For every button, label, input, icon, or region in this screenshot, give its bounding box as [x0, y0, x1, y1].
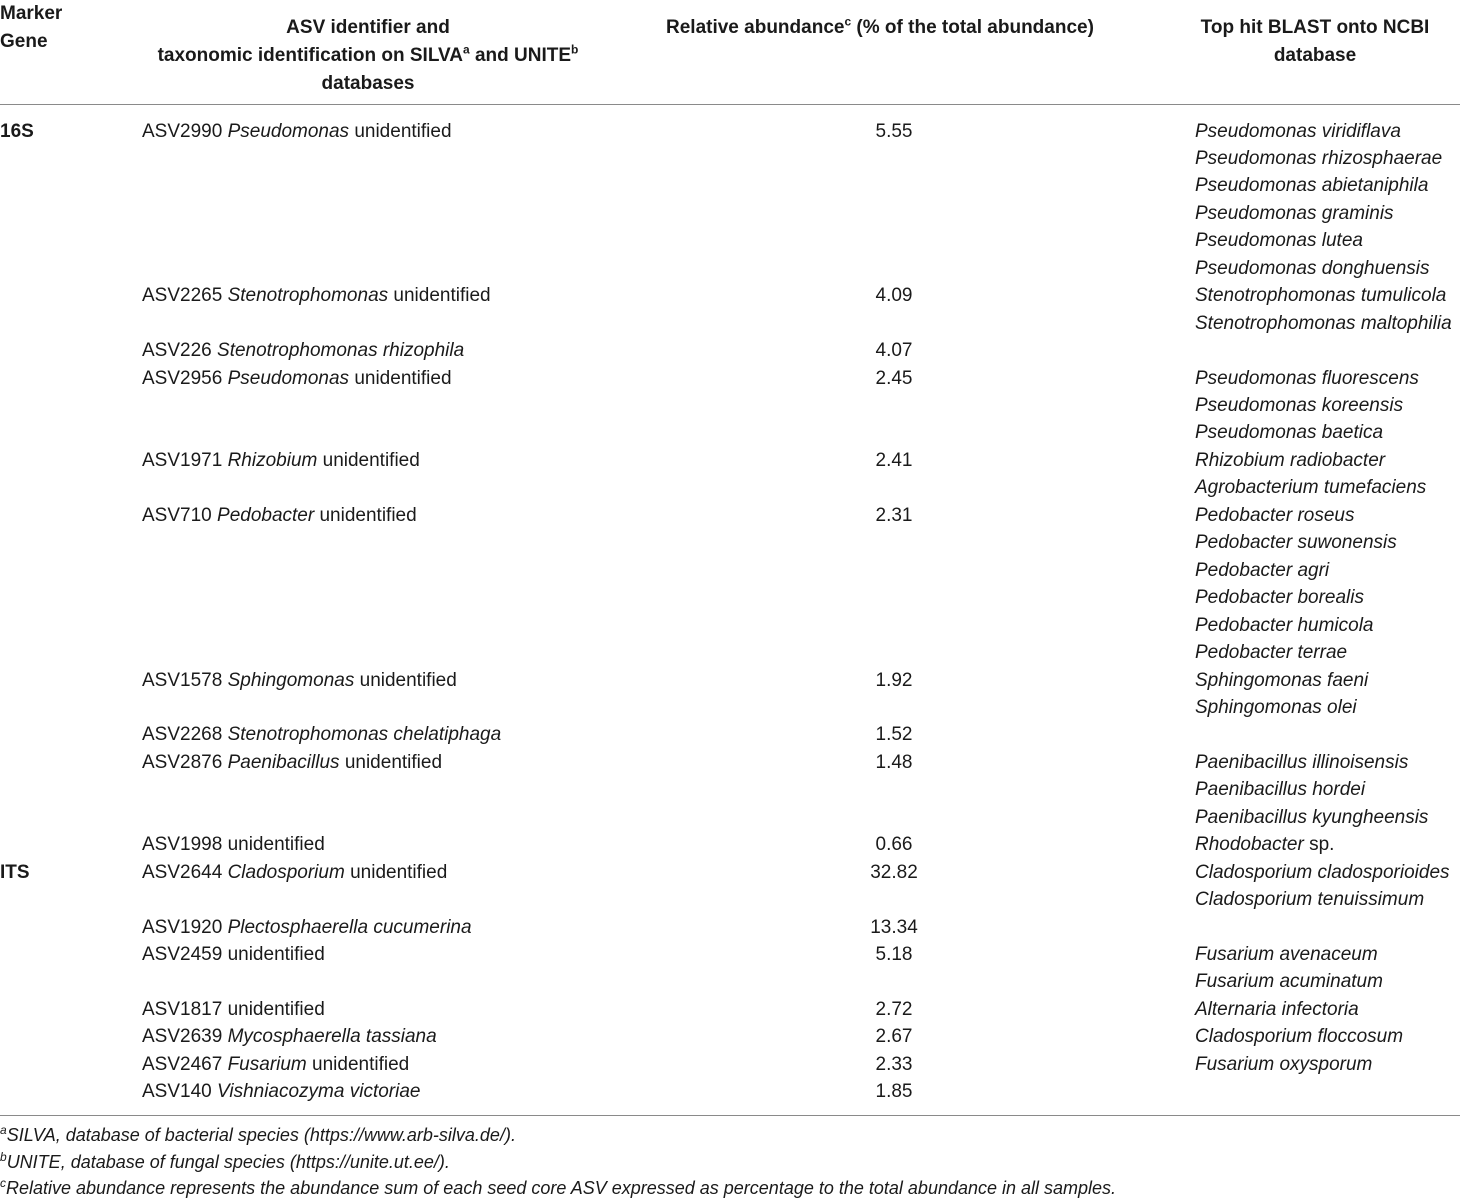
blast-hit [1195, 776, 1365, 803]
blast-hit [1195, 612, 1374, 639]
blast-hit [1195, 557, 1329, 584]
marker-gene: ITS [0, 861, 30, 883]
footnote-text: Relative abundance represents the abundance sum of each seed core ASV expressed as percentage to the total abundance in all samples. [6, 1178, 1117, 1198]
asv-cell [142, 502, 417, 529]
blast-hit [1195, 310, 1452, 337]
blast-species: Pseudomonas fluorescens [1195, 367, 1419, 389]
blast-species: Pedobacter humicola [1195, 614, 1374, 636]
asv-cell [142, 721, 501, 748]
blast-hit [1195, 667, 1368, 694]
blast-species: Stenotrophomonas tumulicola [1195, 285, 1447, 307]
taxon-note: unidentified [227, 944, 325, 965]
blast-species: Pedobacter terrae [1195, 642, 1348, 664]
taxon-name: Stenotrophomonas rhizophila [217, 340, 465, 362]
taxon-note: unidentified [359, 669, 457, 691]
asv-id: ASV2467 [142, 1053, 223, 1075]
taxon-name: Pseudomonas [227, 120, 350, 142]
header-abundance: Relative abundance$^c$ (% of the total abundance) [666, 14, 1094, 38]
asv-id: ASV2956 [142, 367, 223, 389]
blast-hit [1195, 365, 1419, 392]
header-asv-line3: databases [321, 73, 415, 94]
relative-abundance: 5.55 [875, 120, 913, 142]
footnote-text: SILVA, database of bacterial species (https://www.arb-silva.de/). [6, 1125, 516, 1145]
footnote-mark: c [0, 1176, 6, 1190]
blast-species: Paenibacillus hordei [1195, 779, 1366, 801]
asv-cell [142, 1023, 437, 1050]
blast-hit [1195, 941, 1378, 968]
taxon-note: unidentified [312, 1053, 410, 1075]
blast-species: Pseudomonas graminis [1195, 202, 1394, 224]
blast-species: Pseudomonas koreensis [1195, 395, 1404, 416]
blast-species: Sphingomonas faeni [1195, 669, 1369, 691]
blast-hit [1195, 804, 1428, 831]
asv-cell [142, 667, 457, 694]
relative-abundance: 32.82 [870, 861, 918, 883]
taxon-name: Fusarium [227, 1053, 307, 1075]
header-rule [0, 104, 1460, 105]
relative-abundance: 13.34 [870, 916, 918, 938]
blast-species: Pseudomonas donghuensis [1195, 257, 1430, 279]
relative-abundance: 2.67 [875, 1026, 913, 1048]
footnote [0, 1175, 1116, 1201]
taxon-note: unidentified [344, 751, 443, 773]
header-blast: Top hit BLAST onto NCBI database [1200, 17, 1430, 66]
blast-species: Pseudomonas baetica [1195, 422, 1384, 444]
asv-id: ASV226 [142, 340, 212, 362]
taxon-name: Stenotrophomonas [227, 285, 389, 307]
blast-species: Pseudomonas rhizosphaerae [1195, 147, 1443, 169]
blast-hit [1195, 886, 1424, 913]
blast-hit [1195, 447, 1385, 474]
taxon-note: unidentified [322, 449, 420, 471]
relative-abundance: 2.31 [875, 504, 913, 526]
blast-species: Alternaria infectoria [1195, 998, 1359, 1020]
blast-species: Paenibacillus kyungheensis [1195, 806, 1429, 828]
blast-hit [1195, 1023, 1403, 1050]
header-asv-line2: taxonomic identification on SILVA$^a$ and UNITE$^b$ [157, 42, 579, 66]
relative-abundance: 2.33 [875, 1053, 913, 1075]
blast-hit [1195, 227, 1363, 254]
asv-cell [142, 941, 325, 968]
taxon-note: unidentified [354, 367, 452, 389]
relative-abundance: 2.41 [875, 449, 913, 471]
blast-hit [1195, 831, 1334, 858]
taxon-name: Plectosphaerella cucumerina [227, 916, 472, 938]
blast-species: Fusarium acuminatum [1195, 971, 1383, 993]
asv-cell [142, 447, 420, 474]
asv-id: ASV2990 [142, 120, 223, 142]
taxon-name: Sphingomonas [227, 669, 355, 691]
asv-cell [142, 118, 452, 145]
blast-hit [1195, 392, 1403, 419]
taxon-name: Cladosporium [227, 861, 345, 883]
blast-hit [1195, 172, 1428, 199]
blast-hit [1195, 584, 1364, 611]
asv-cell [142, 365, 452, 392]
blast-species: Cladosporium cladosporioides [1195, 861, 1450, 883]
blast-species: Cladosporium tenuissimum [1195, 889, 1425, 911]
blast-species: Sphingomonas olei [1195, 696, 1357, 718]
header-marker-gene: Marker Gene [0, 3, 63, 52]
taxon-name: Mycosphaerella tassiana [227, 1026, 437, 1048]
blast-species: Pseudomonas abietaniphila [1195, 175, 1429, 197]
footnote-text: UNITE, database of fungal species (https://unite.ut.ee/). [6, 1151, 450, 1172]
blast-suffix: sp. [1309, 834, 1335, 856]
footer-rule [0, 1115, 1460, 1116]
asv-id: ASV1817 [142, 998, 223, 1020]
blast-species: Cladosporium floccosum [1195, 1026, 1404, 1048]
blast-species: Pedobacter borealis [1195, 587, 1364, 609]
asv-cell [142, 749, 442, 776]
blast-hit [1195, 749, 1408, 776]
taxon-name: Pseudomonas [227, 367, 350, 389]
footnote-mark: a [0, 1123, 7, 1137]
taxon-note: unidentified [319, 504, 417, 526]
asv-id: ASV1920 [142, 916, 223, 938]
taxon-note: unidentified [350, 861, 448, 883]
asv-cell [142, 1051, 409, 1078]
blast-hit [1195, 200, 1394, 227]
blast-hit [1195, 502, 1355, 529]
taxon-note: unidentified [227, 834, 325, 856]
blast-hit [1195, 529, 1397, 556]
blast-hit [1195, 639, 1347, 666]
blast-species: Rhizobium radiobacter [1195, 449, 1386, 471]
blast-hit [1195, 118, 1401, 145]
asv-id: ASV1578 [142, 669, 223, 691]
asv-id: ASV1998 [142, 834, 223, 856]
marker-gene: 16S [0, 120, 34, 142]
relative-abundance: 1.48 [875, 751, 913, 773]
relative-abundance: 0.66 [875, 834, 913, 856]
relative-abundance: 2.72 [875, 998, 913, 1020]
asv-id: ASV1971 [142, 449, 223, 471]
taxon-name: Pedobacter [217, 504, 315, 526]
taxon-name: Paenibacillus [227, 751, 340, 773]
asv-id: ASV2639 [142, 1026, 223, 1048]
taxon-note: unidentified [393, 285, 491, 307]
asv-cell [142, 1078, 420, 1105]
taxon-name: Vishniacozyma victoriae [217, 1081, 421, 1103]
relative-abundance: 1.85 [875, 1081, 913, 1103]
footnote [0, 1122, 516, 1148]
asv-cell [142, 831, 325, 858]
relative-abundance: 5.18 [875, 944, 913, 965]
header-asv-line1: ASV identifier and [286, 17, 450, 38]
asv-id: ASV710 [142, 504, 212, 526]
blast-hit [1195, 968, 1383, 995]
asv-id: ASV2644 [142, 861, 223, 883]
relative-abundance: 1.52 [875, 724, 913, 746]
asv-cell [142, 996, 325, 1023]
blast-species: Rhodobacter [1195, 834, 1304, 856]
asv-cell [142, 859, 447, 886]
blast-hit [1195, 145, 1442, 172]
asv-id: ASV2265 [142, 285, 223, 307]
taxon-name: Rhizobium [227, 449, 318, 471]
taxon-note: unidentified [227, 998, 325, 1020]
blast-hit [1195, 255, 1430, 282]
blast-hit [1195, 419, 1383, 446]
asv-id: ASV2459 [142, 944, 223, 965]
blast-species: Fusarium oxysporum [1195, 1053, 1373, 1075]
taxon-note: unidentified [354, 120, 452, 142]
blast-species: Pseudomonas lutea [1195, 230, 1363, 252]
relative-abundance: 4.09 [875, 285, 913, 307]
relative-abundance: 4.07 [875, 340, 913, 362]
blast-species: Agrobacterium tumefaciens [1195, 477, 1427, 499]
blast-hit [1195, 1051, 1372, 1078]
footnote [0, 1149, 450, 1175]
blast-species: Fusarium avenaceum [1195, 944, 1378, 965]
blast-species: Stenotrophomonas maltophilia [1195, 312, 1452, 334]
blast-species: Pedobacter roseus [1195, 504, 1355, 526]
blast-hit [1195, 996, 1359, 1023]
blast-species: Pseudomonas viridiflava [1195, 120, 1401, 142]
blast-species: Paenibacillus illinoisensis [1195, 751, 1409, 773]
relative-abundance: 1.92 [875, 669, 913, 691]
header-asv [138, 14, 598, 98]
blast-hit [1195, 694, 1357, 721]
asv-cell [142, 914, 472, 941]
footnote-mark: b [0, 1149, 7, 1164]
asv-id: ASV140 [142, 1081, 212, 1103]
asv-id: ASV2268 [142, 724, 223, 746]
taxon-name: Stenotrophomonas chelatiphaga [227, 724, 502, 746]
blast-hit [1195, 282, 1446, 309]
blast-species: Pedobacter suwonensis [1195, 532, 1397, 554]
asv-id: ASV2876 [142, 751, 223, 773]
asv-cell [142, 282, 491, 309]
blast-hit [1195, 859, 1450, 886]
asv-cell [142, 337, 464, 364]
blast-hit [1195, 474, 1426, 501]
relative-abundance: 2.45 [875, 367, 913, 389]
blast-species: Pedobacter agri [1195, 559, 1330, 581]
